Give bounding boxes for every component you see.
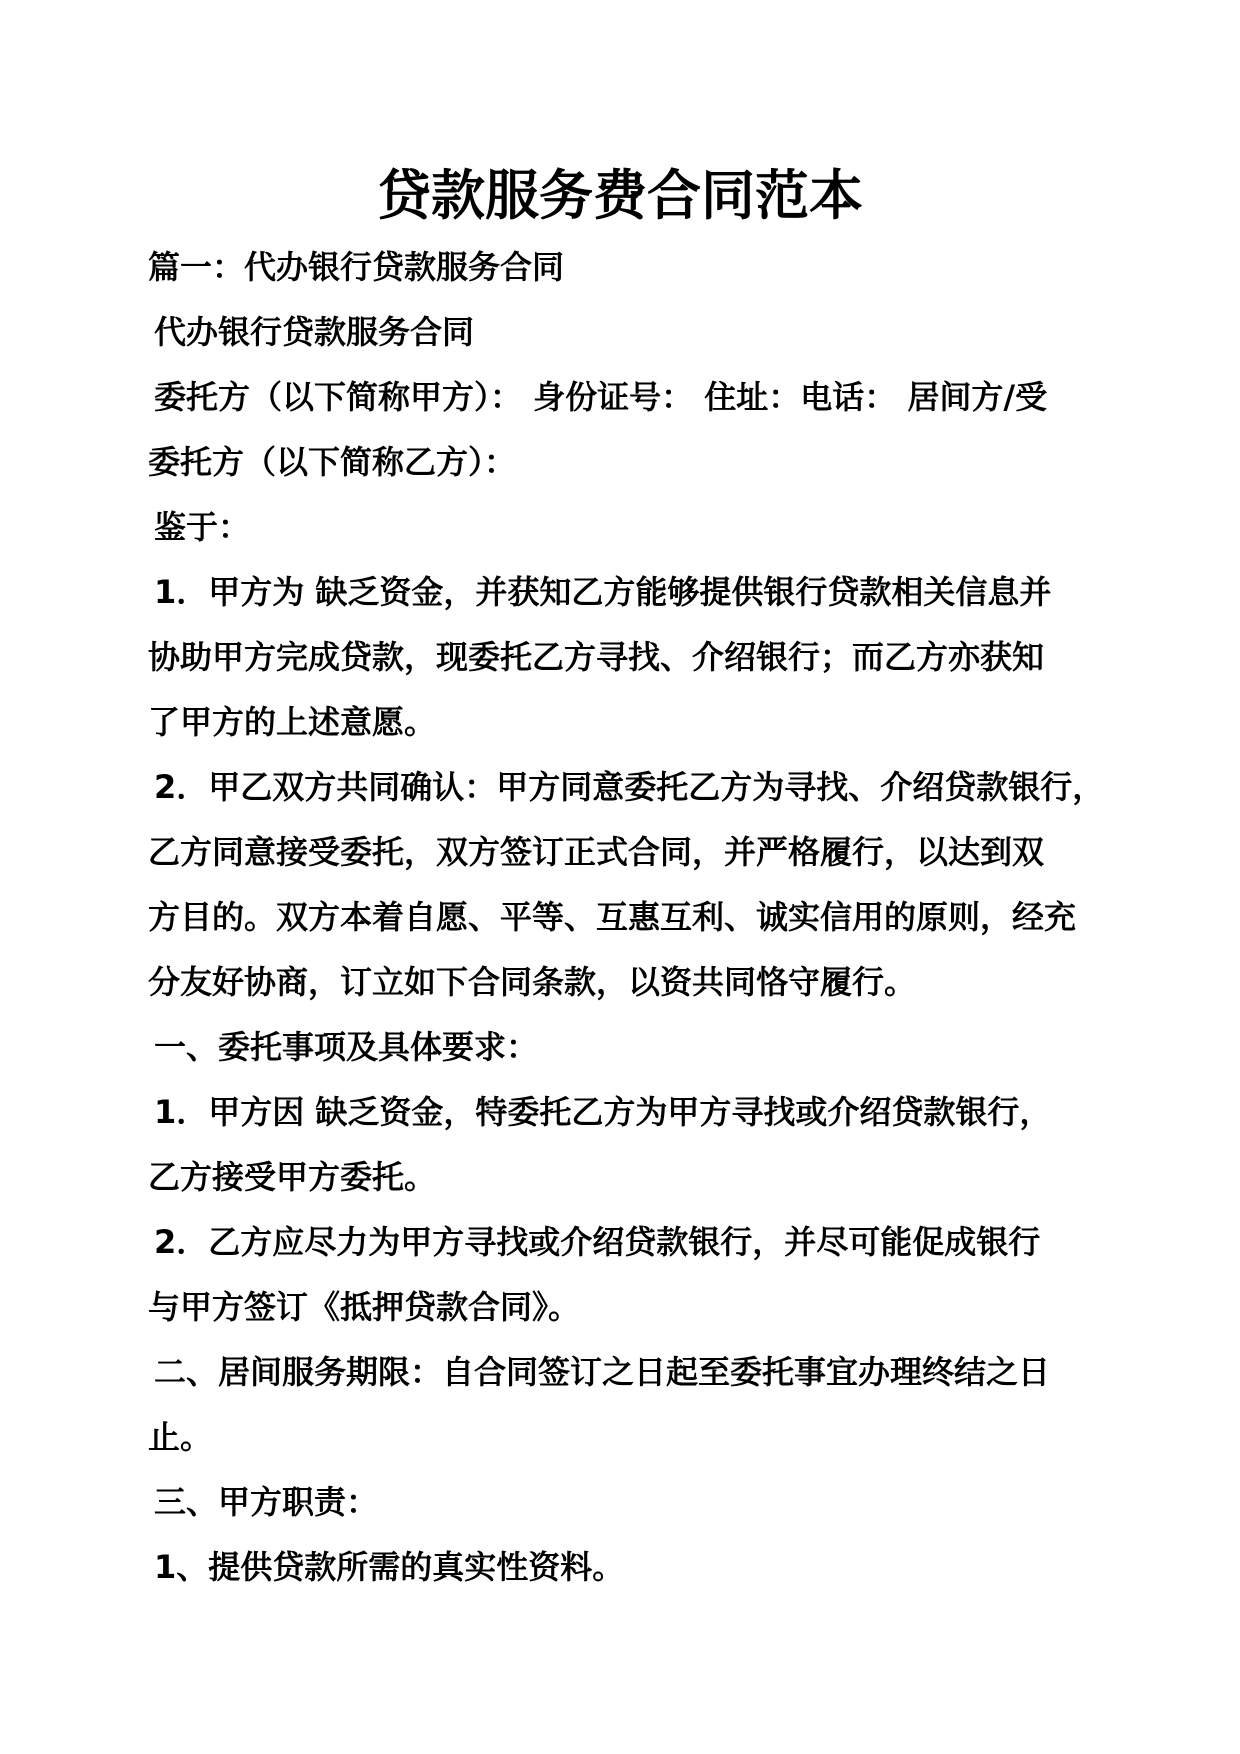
paragraph-line: 方目的。双方本着自愿、平等、互惠互利、诚实信用的原则，经充 xyxy=(148,898,1077,936)
paragraph-line: 乙方接受甲方委托。 xyxy=(148,1158,437,1196)
section-heading-service-period: 二、居间服务期限：自合同签订之日起至委托事宜办理终结之日 xyxy=(154,1353,1051,1391)
section-heading-part-one: 篇一：代办银行贷款服务合同 xyxy=(148,248,565,286)
paragraph-line: 1．甲方因 缺乏资金，特委托乙方为甲方寻找或介绍贷款银行， xyxy=(154,1093,1052,1131)
section-heading-party-a-duties: 三、甲方职责： xyxy=(154,1483,379,1521)
section-heading-entrusted-matters: 一、委托事项及具体要求： xyxy=(154,1028,539,1066)
contract-title: 代办银行贷款服务合同 xyxy=(154,313,475,351)
document-body xyxy=(148,235,1105,1600)
paragraph-line: 止。 xyxy=(148,1418,213,1456)
paragraph-line: 协助甲方完成贷款，现委托乙方寻找、介绍银行；而乙方亦获知 xyxy=(148,638,1045,676)
paragraph-line: 与甲方签订《抵押贷款合同》。 xyxy=(148,1288,581,1326)
paragraph-line: 2．乙方应尽力为甲方寻找或介绍贷款银行，并尽可能促成银行 xyxy=(154,1223,1041,1261)
paragraph-line: 了甲方的上述意愿。 xyxy=(148,703,437,741)
party-b-info-line: 委托方（以下简称乙方）： xyxy=(148,443,517,481)
paragraph-line: 1．甲方为 缺乏资金，并获知乙方能够提供银行贷款相关信息并 xyxy=(154,573,1052,611)
whereas-heading: 鉴于： xyxy=(154,508,251,546)
paragraph-line: 乙方同意接受委托，双方签订正式合同，并严格履行，以达到双 xyxy=(148,833,1045,871)
paragraph-line: 分友好协商，订立如下合同条款，以资共同恪守履行。 xyxy=(148,963,917,1001)
paragraph-line: 2．甲乙双方共同确认：甲方同意委托乙方为寻找、介绍贷款银行， xyxy=(154,768,1105,806)
paragraph-line: 1、提供贷款所需的真实性资料。 xyxy=(154,1548,625,1586)
party-a-info-line: 委托方（以下简称甲方）： 身份证号： 住址：电话： 居间方/受 xyxy=(154,378,1048,416)
document-title: 贷款服务费合同范本 xyxy=(377,164,863,227)
